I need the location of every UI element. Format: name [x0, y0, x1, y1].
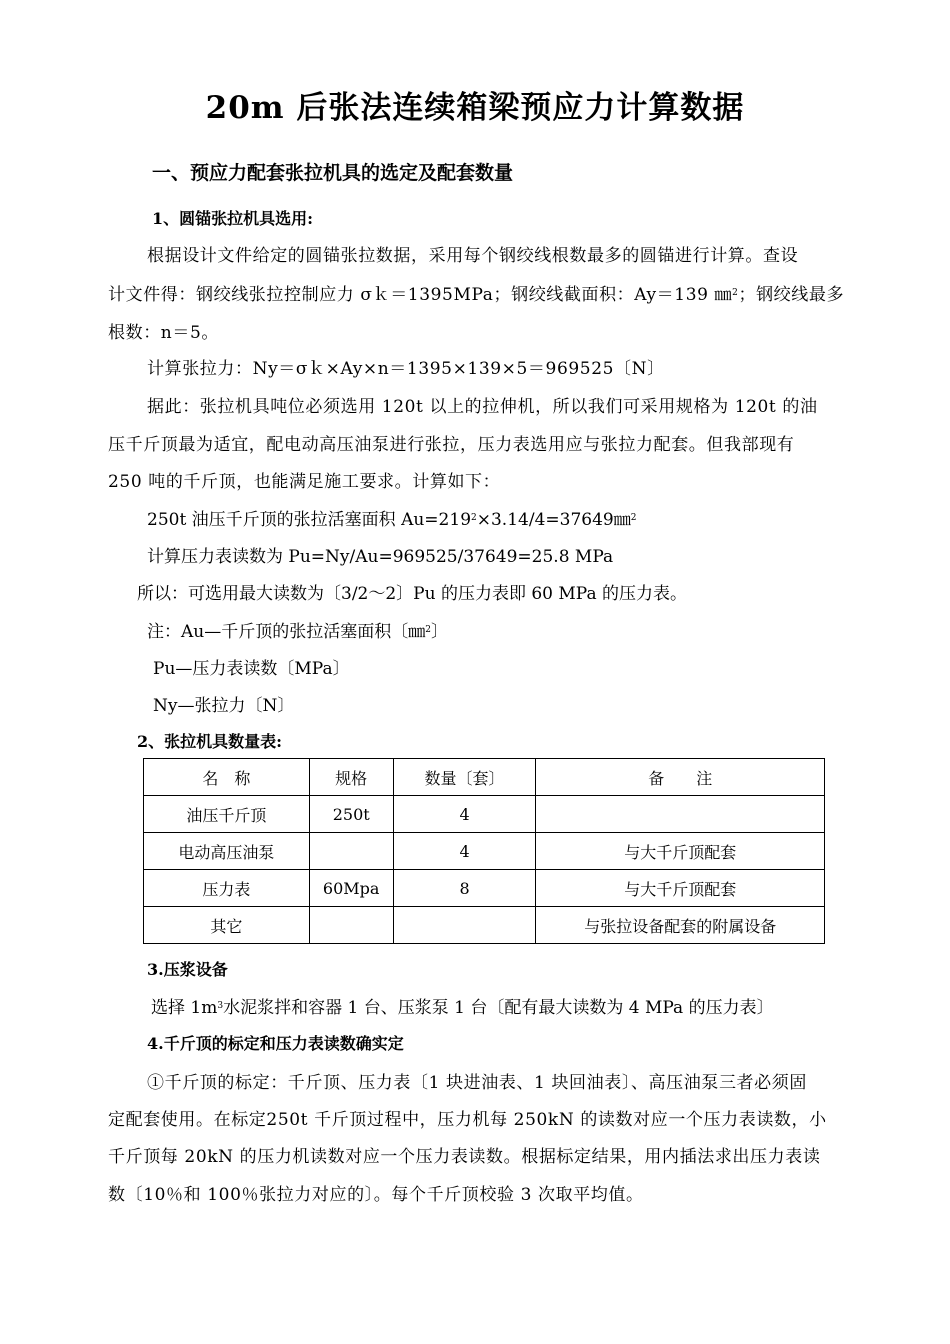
table-header-cell: 名 称: [144, 759, 310, 796]
table-cell: [309, 907, 393, 944]
note-pu: Pu—压力表读数〔MPa〕: [153, 659, 350, 679]
conclusion-line: 所以：可选用最大读数为〔3/2～2〕Pu 的压力表即 60 MPa 的压力表。: [137, 584, 688, 604]
table-cell: 4: [393, 833, 536, 870]
para4-line4: 数〔10％和 100％张拉力对应的〕。每个千斤顶校验 3 次取平均值。: [108, 1185, 644, 1205]
table-header-row: [144, 759, 825, 796]
para2-line3: 250 吨的千斤顶，也能满足施工要求。计算如下：: [108, 472, 501, 492]
table-cell: [536, 796, 825, 833]
table-row: [144, 796, 825, 833]
subheading-4: 4.千斤顶的标定和压力表读数确实定: [147, 1034, 404, 1053]
table-cell: 与张拉设备配套的附属设备: [536, 907, 825, 944]
subheading-1: 1、圆锚张拉机具选用:: [152, 209, 314, 228]
table-cell: [309, 833, 393, 870]
subheading-2: 2、张拉机具数量表:: [137, 732, 283, 751]
table-cell: 与大千斤顶配套: [536, 833, 825, 870]
para1-line2: 计文件得：钢绞线张拉控制应力 σｋ＝1395MPa；钢绞线截面积：Ay＝139 ㎜$^2$；钢绞线最多: [108, 285, 845, 305]
section-heading-1: 一、预应力配套张拉机具的选定及配套数量: [152, 162, 514, 184]
table-row: [144, 833, 825, 870]
table-cell: 油压千斤顶: [144, 796, 310, 833]
table-header-cell: 数量〔套〕: [393, 759, 536, 796]
para1-line1: 根据设计文件给定的圆锚张拉数据，采用每个钢绞线根数最多的圆锚进行计算。查设: [147, 246, 799, 266]
para2-line1: 据此：张拉机具吨位必须选用 120t 以上的拉伸机，所以我们可采用规格为 120t 的油: [147, 397, 818, 417]
table-row: [144, 870, 825, 907]
table-cell: [393, 907, 536, 944]
note-ny: Ny—张拉力〔N〕: [153, 696, 295, 716]
tension-calculation: 计算张拉力：Ny＝σｋ×Ay×n＝1395×139×5＝969525〔N〕: [147, 359, 665, 379]
table-header-cell: 备 注: [536, 759, 825, 796]
table-cell: 电动高压油泵: [144, 833, 310, 870]
table-cell: 4: [393, 796, 536, 833]
page-title: 20m 后张法连续箱梁预应力计算数据: [205, 90, 745, 126]
para4-line1: ①千斤顶的标定：千斤顶、压力表〔1 块进油表、1 块回油表〕、高压油泵三者必须固: [147, 1073, 807, 1093]
table-cell: 250t: [309, 796, 393, 833]
note-au: 注：Au—千斤顶的张拉活塞面积〔㎜$^2$〕: [147, 622, 448, 642]
subheading-3: 3.压浆设备: [147, 960, 228, 979]
grout-equipment-line: 选择 $1m^3$水泥浆拌和容器 1 台、压浆泵 1 台〔配有最大读数为 4 MPa 的压力表〕: [151, 998, 774, 1018]
para1-line3: 根数：n＝5。: [108, 323, 219, 343]
para4-line3: 千斤顶每 20kN 的压力机读数对应一个压力表读数。根据标定结果，用内插法求出压力表读: [108, 1147, 821, 1167]
equipment-table: [143, 758, 825, 944]
table-header-cell: 规格: [309, 759, 393, 796]
table-row: [144, 907, 825, 944]
para4-line2: 定配套使用。在标定250t 千斤顶过程中，压力机每 250kN 的读数对应一个压力表读数，小: [108, 1110, 827, 1130]
table-cell: 60Mpa: [309, 870, 393, 907]
table-cell: 与大千斤顶配套: [536, 870, 825, 907]
piston-area-line: 250t 油压千斤顶的张拉活塞面积 $Au=219^2\times 3.14/4=37649㎜^2$: [147, 510, 637, 530]
table-cell: 压力表: [144, 870, 310, 907]
table-cell: 其它: [144, 907, 310, 944]
table-cell: 8: [393, 870, 536, 907]
gauge-reading-line: 计算压力表读数为 Pu=Ny/Au=969525/37649=25.8 MPa: [147, 547, 614, 567]
para2-line2: 压千斤顶最为适宜，配电动高压油泵进行张拉，压力表选用应与张拉力配套。但我部现有: [108, 435, 795, 455]
